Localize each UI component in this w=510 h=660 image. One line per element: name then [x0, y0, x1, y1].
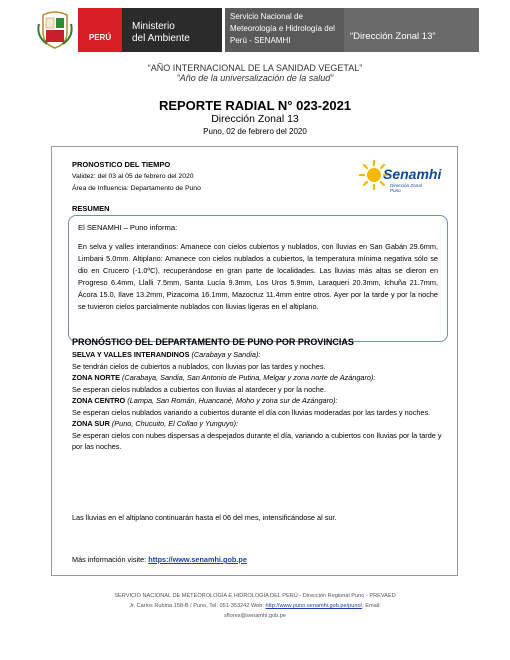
senamhi-line-1: Servicio Nacional de — [230, 12, 303, 21]
senamhi-line-2: Meteorología e Hidrología del — [230, 24, 335, 33]
selva-row — [72, 349, 442, 361]
ministerio-line-2: del Ambiente — [132, 33, 190, 44]
norte-text: Se esperan cielos nublados a cubiertos con lluvias al atardecer y por la noche. — [72, 384, 326, 394]
validez-text: Validez: del 03 al 05 de febrero del 2020 — [72, 173, 194, 180]
closing-note: Las lluvias en el altiplano continuarán hasta el 06 del mes, intensificándose al sur. — [72, 513, 337, 522]
resumen-heading: El SENAMHI – Puno informa: — [78, 223, 178, 232]
sur-text: Se esperan cielos con nubes dispersas a despejados durante el día, variando a cubiertos con lluvias por la tarde y por las noches. — [72, 430, 442, 451]
footer-line-2 — [40, 601, 470, 611]
selva-text: Se tendrán cielos de cubiertos a nublados, con lluvias por las tardes y noches. — [72, 361, 326, 371]
peru-label: PERÚ — [78, 8, 122, 52]
direccion-zonal-label: “Dirección Zonal 13” — [344, 8, 479, 52]
resumen-box — [68, 215, 448, 342]
year-subtitle: “Año de la universalización de la salud” — [176, 73, 334, 83]
sur-provinces: (Puno, Chucuito, El Collao y Yunguyo): — [111, 419, 239, 428]
footer-email[interactable]: sflores@senamhi.gob.pe — [224, 613, 286, 619]
senamhi-logo-text: Senamhi — [383, 166, 442, 182]
peru-coat-of-arms-icon — [32, 8, 78, 52]
sur-row — [72, 418, 442, 430]
pronostico-title: PRONOSTICO DEL TIEMPO — [72, 160, 171, 169]
more-info-label: Más información visite: — [72, 555, 147, 564]
footer — [40, 591, 470, 621]
provincias-forecast — [72, 349, 442, 453]
report-title: REPORTE RADIAL N° 023-2021 — [158, 98, 352, 113]
senamhi-logo — [359, 156, 442, 196]
norte-row — [72, 372, 442, 384]
norte-provinces: (Carabaya, Sandia, San Antonio de Putina, Melgar y zona norte de Azángaro): — [122, 373, 376, 382]
selva-heading: SELVA Y VALLES INTERANDINOS — [72, 350, 190, 359]
ministerio-label — [122, 8, 222, 52]
norte-heading: ZONA NORTE — [72, 373, 120, 382]
footer-web-link[interactable]: http://www.puno.senamhi.gob.pe/puno/ — [265, 603, 363, 609]
centro-row — [72, 395, 442, 407]
report-zone: Dirección Zonal 13 — [211, 113, 299, 125]
senamhi-logo-subtitle: Dirección Zonal Puno — [390, 183, 422, 193]
centro-text: Se esperan cielos nublados variando a cubiertos durante el día con lluvias moderadas por las tardes y noches. — [72, 407, 431, 417]
report-date: Puno, 02 de febrero del 2020 — [203, 127, 307, 136]
footer-line-1: SERVICIO NACIONAL DE METEOROLOGÍA E HIDROLOGÍA DEL PERÚ - Dirección Regional Puno - PREVAED — [114, 593, 396, 599]
senamhi-label — [225, 8, 344, 52]
senamhi-website-link[interactable]: https://www.senamhi.gob.pe — [148, 555, 247, 564]
report-body-box — [51, 146, 458, 576]
senamhi-line-3: Perú - SENAMHI — [230, 36, 291, 45]
centro-provinces: (Lampa, San Román, Huancané, Moho y zona sur de Azángaro): — [127, 396, 338, 405]
ministerio-line-1: Ministerio — [132, 21, 175, 32]
provincias-title: PRONÓSTICO DEL DEPARTAMENTO DE PUNO POR PROVINCIAS — [72, 337, 354, 347]
sur-heading: ZONA SUR — [72, 419, 110, 428]
resumen-body: En selva y valles interandinos: Amanece con cielos cubiertos y nublados, con lluvias en San Gabán 29.6mm, Limbani 5.0mm. Altiplano: Amanece con cielos nublados a cubiertos, la temperatura mínima negativa sólo se dio en Crucero (-1.0ºC), recuperándose en gran parte de localidades. Las lluvias más altas se dieron en Progreso 6.4mm, Llalli 7.5mm, Santa Lucía 9.3mm, Los Uros 5.9mm, Laraqueri 20.3mm, Ichuña 21.7mm, Ácora 15.0, Ilave 13.2mm, Pizacoma 16.1mm, Mazocruz 11.4mm entre otros. Ayer por la tarde y por la noche se tuvieron cielos parcialmente nublados con lluvias ligeras en el altiplano. — [78, 242, 438, 312]
selva-provinces: (Carabaya y Sandia): — [191, 350, 261, 359]
footer-address: Jr. Carlos Rubina 158-B / Puno, Tel: 051-353242 Web: — [129, 603, 264, 609]
header-bar — [32, 8, 479, 52]
centro-heading: ZONA CENTRO — [72, 396, 126, 405]
resumen-label: RESUMEN — [72, 204, 110, 213]
year-title: “AÑO INTERNACIONAL DE LA SANIDAD VEGETAL” — [147, 63, 363, 73]
footer-email-label: ; Email: — [362, 603, 381, 609]
more-info — [72, 555, 247, 564]
area-influencia-text: Área de Influencia: Departamento de Puno — [72, 185, 201, 192]
